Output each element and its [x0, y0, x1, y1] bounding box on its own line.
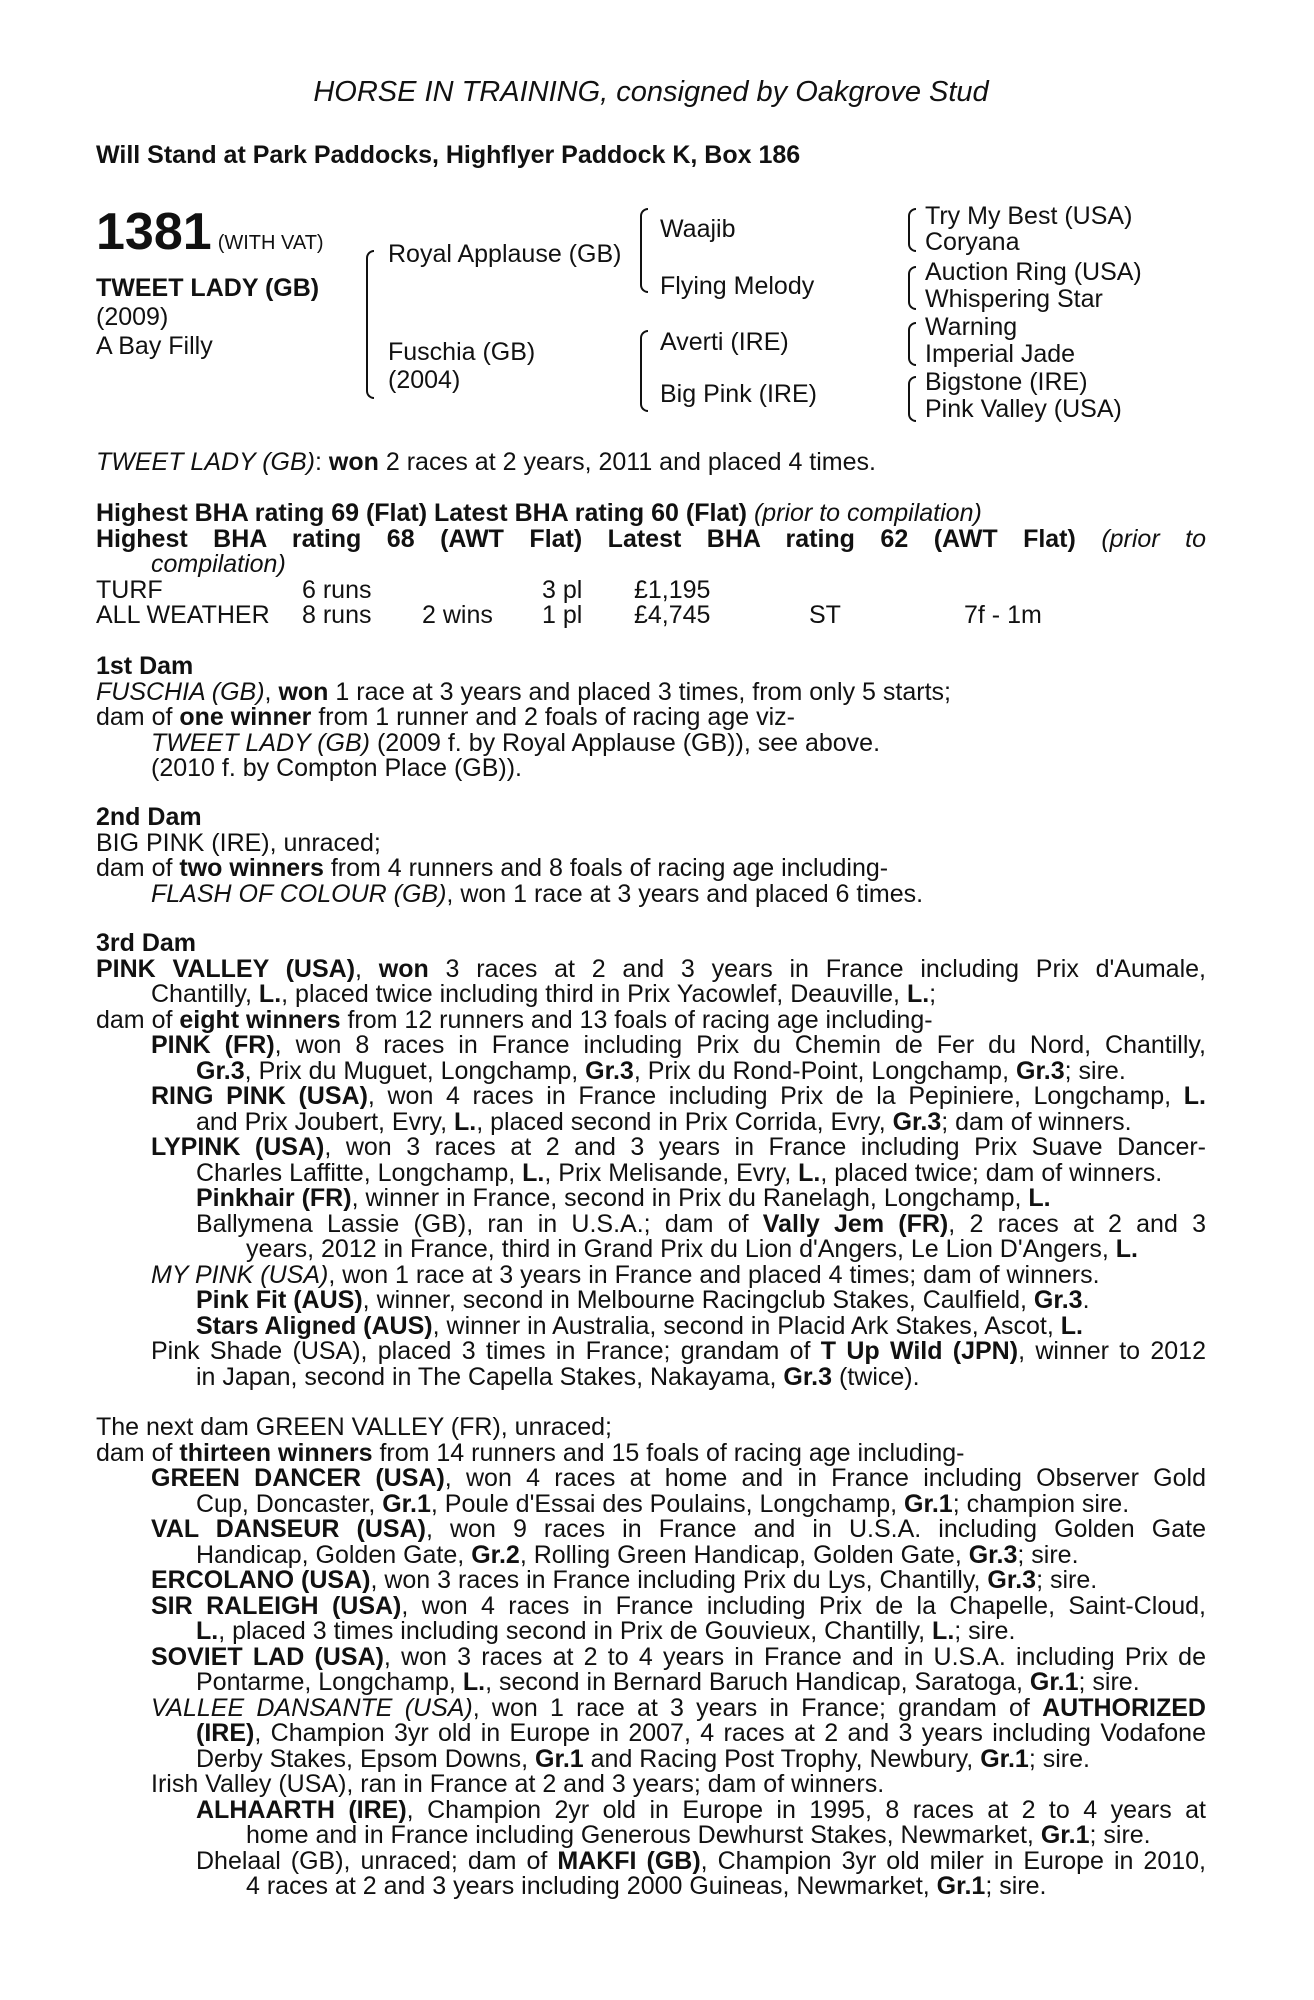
text-line: Handicap, Golden Gate, Gr.2, Rolling Green Handicap, Golden Gate, Gr.3; sire.: [196, 1540, 1079, 1569]
text-line: Pontarme, Longchamp, L., second in Bernard Baruch Handicap, Saratoga, Gr.1; sire.: [196, 1668, 1140, 1696]
text-grades-g1: Gr.1: [535, 1744, 584, 1773]
text-nextdam-vd-r1: won 9 races in France and in U.S.A. including Golden Gate: [449, 1515, 1206, 1543]
text-nextdam-sr-r2: placed 3 times including second in Prix de Gouvieux, Chantilly,: [232, 1617, 926, 1645]
text-dam3-pink-r2: Prix du Muguet, Longchamp,: [258, 1056, 579, 1085]
text-line: Dhelaal (GB), unraced; dam of MAKFI (GB), Champion 3yr old miler in Europe in 2010,: [196, 1846, 1206, 1875]
text-record-0-going: [809, 578, 964, 604]
text-dam3-pv-dam-a: dam of: [96, 1005, 173, 1034]
third-dam: [96, 931, 1206, 1390]
text-record-1-placed: 1 pl: [542, 601, 583, 629]
text-line: [96, 1438, 1206, 1467]
pedigree-sire: Royal Applause (GB): [388, 240, 622, 268]
text-nextdam-mk-r1: Champion 3yr old miler in Europe in 2010,: [717, 1846, 1206, 1875]
text-line: MY PINK (USA), won 1 race at 3 years in France and placed 4 times; dam of winners.: [151, 1260, 1100, 1289]
text-grades-l: L.: [453, 1107, 477, 1136]
text-record-0-runs: 6 runs: [302, 575, 372, 604]
text-line: FUSCHIA (GB), won 1 race at 3 years and placed 3 times, from only 5 starts;: [96, 677, 951, 706]
text-nextdam-sl-r4: ; sire.: [1078, 1668, 1140, 1696]
text-nextdam-sr-r3: ; sire.: [954, 1617, 1016, 1645]
text-record-0-placed: 3 pl: [542, 575, 583, 604]
stand-location: Will Stand at Park Paddocks, Highflyer Paddock K, Box 186: [96, 141, 801, 169]
text-dam3-ring-r3: placed second in Prix Corrida, Evry,: [490, 1107, 886, 1136]
text-nextdam-al-name: ALHAARTH (IRE): [196, 1795, 407, 1824]
text-line: ALHAARTH (IRE), Champion 2yr old in Europe in 1995, 8 races at 2 to 4 years at: [196, 1795, 1207, 1824]
text-dam3-pink-r4: ; sire.: [1064, 1056, 1126, 1085]
pedigree-dss: Warning: [925, 313, 1018, 341]
text-line: Charles Laffitte, Longchamp, L., Prix Melisande, Evry, L., placed twice; dam of winners.: [196, 1158, 1163, 1187]
text-dam1-l3-rest: (2009 f. by Royal Applause (GB)), see above.: [376, 728, 881, 757]
text-dam3-pf-r1: winner, second in Melbourne Racingclub Stakes, Caulfield,: [376, 1286, 1027, 1314]
text-dam3-ph-name: Pinkhair (FR): [196, 1184, 352, 1212]
text-record-1-runs: 8 runs: [302, 601, 372, 629]
second-dam: [96, 805, 1206, 907]
text-record-1-going: ST: [809, 601, 841, 629]
text-dam1-l2-a: dam of: [96, 703, 173, 731]
text-grades-g3: Gr.3: [196, 1056, 245, 1085]
text-summary-won: won: [328, 448, 379, 476]
text-dam3-pink-r3: Prix du Rond-Point, Longchamp,: [647, 1056, 1010, 1085]
text-dam3-sa-r1: winner in Australia, second in Placid Ark Stakes, Ascot,: [446, 1311, 1054, 1340]
bha-ratings: [96, 501, 1206, 629]
horse-info: [96, 274, 319, 361]
text-summary-name: TWEET LADY (GB): [96, 448, 316, 476]
horse-year: (2009): [96, 303, 169, 331]
text-nextdam-gd-name: GREEN DANCER (USA): [151, 1464, 445, 1492]
text-line: PINK VALLEY (USA), won 3 races at 2 and 3 years in France including Prix d'Aumale,: [96, 954, 1206, 983]
text-dam3-pv-name: PINK VALLEY (USA): [96, 954, 356, 983]
text-grades-l: L.: [522, 1158, 545, 1187]
text-nextdam-er-r2: ; sire.: [1036, 1566, 1098, 1594]
text-dam3-pv-won: won: [378, 954, 429, 983]
page-title: HORSE IN TRAINING, consigned by Oakgrove Stud: [313, 76, 989, 108]
text-line: and Prix Joubert, Evry, L., placed second in Prix Corrida, Evry, Gr.3; dam of winners.: [196, 1107, 1132, 1136]
text-dam2-l2-b: two winners: [179, 854, 324, 882]
text-nextdam-gd-r2: Cup, Doncaster,: [196, 1489, 376, 1518]
text-line: ERCOLANO (USA), won 3 races in France including Prix du Lys, Chantilly, Gr.3; sire.: [151, 1566, 1098, 1594]
text-summary-rest: 2 races at 2 years, 2011 and placed 4 times.: [385, 448, 876, 476]
text-dam3-ring-r2: and Prix Joubert, Evry,: [196, 1107, 448, 1136]
text-nextdam-l2-a: dam of: [96, 1438, 173, 1467]
pedigree-ssd: Coryana: [925, 228, 1020, 256]
next-dam: [96, 1415, 1206, 1900]
text-nextdam-er-name: ERCOLANO (USA): [151, 1566, 371, 1594]
pedigree-brace: [908, 208, 916, 252]
text-nextdam-au-r3: and Racing Post Trophy, Newbury,: [590, 1744, 974, 1773]
text-dam1-l3-name: TWEET LADY (GB): [151, 728, 371, 757]
pedigree-brace: [366, 250, 374, 399]
text-nextdam-vl-r1: won 1 race at 3 years in France; grandam of: [491, 1693, 1030, 1722]
text-dam1-l1-name: FUSCHIA (GB): [96, 677, 265, 706]
text-nextdam-vd-name: VAL DANSEUR (USA): [151, 1515, 426, 1543]
text-nextdam-al-r3: ; sire.: [1089, 1821, 1151, 1849]
text-line: (IRE), Champion 3yr old in Europe in 2007, 4 races at 2 and 3 years including Vodafone: [196, 1719, 1206, 1747]
text-grades-g1: Gr.1: [904, 1489, 953, 1518]
text-grades-g2: Gr.2: [471, 1540, 520, 1569]
text-dam3-bl-name: Vally Jem (FR): [762, 1209, 949, 1238]
pedigree-ss: Waajib: [660, 215, 736, 243]
text-dam3-pf-name: Pink Fit (AUS): [196, 1286, 363, 1314]
text-dam3-pink-r1: won 8 races in France including Prix du Chemin de Fer du Nord, Chantilly,: [295, 1031, 1206, 1059]
text-nextdam-l1: The next dam GREEN VALLEY (FR), unraced;: [96, 1413, 612, 1441]
text-grades-g1: Gr.1: [980, 1744, 1029, 1773]
text-nextdam-mk-r2: 4 races at 2 and 3 years including 2000 Guineas, Newmarket,: [246, 1872, 930, 1900]
text-dam3-bl-r2: 2 races at 2 and 3: [969, 1209, 1206, 1238]
text-grades-l: L.: [1028, 1184, 1051, 1212]
text-grades-g3: Gr.3: [1016, 1056, 1065, 1085]
text-dam3-mp-r1: won 1 race at 3 years in France and placed 4 times; dam of winners.: [342, 1260, 1100, 1289]
record-row-allweather: [96, 603, 1206, 629]
pedigree-sds: Auction Ring (USA): [925, 258, 1142, 286]
vat-note: (WITH VAT): [217, 232, 324, 254]
text-record-0-surface: TURF: [96, 575, 163, 604]
text-dam3-mp-name: MY PINK (USA): [151, 1260, 329, 1289]
text-nextdam-au-r4: ; sire.: [1028, 1744, 1090, 1773]
text-nextdam-vd-r4: ; sire.: [1017, 1540, 1079, 1569]
text-record-1-wins: 2 wins: [422, 601, 493, 629]
text-dam1-l1-won: won: [278, 677, 329, 706]
text-grades-g1: Gr.1: [1040, 1821, 1090, 1849]
text-nextdam-sr-name: SIR RALEIGH (USA): [151, 1591, 402, 1620]
text-grades-g3: Gr.3: [892, 1107, 942, 1136]
text-line: VALLEE DANSANTE (USA), won 1 race at 3 years in France; grandam of AUTHORIZED: [151, 1693, 1206, 1722]
text-nextdam-au-name2: (IRE): [196, 1719, 255, 1747]
text-dam3-ly-r1: won 3 races at 2 and 3 years in France including Prix Suave Dancer-: [345, 1133, 1206, 1161]
pedigree-brace: [908, 266, 916, 310]
text-dam2-l2-a: dam of: [96, 854, 173, 882]
record-row-turf: [96, 575, 1206, 604]
text-grades-l: L.: [932, 1617, 955, 1645]
text-nextdam-mk-r3: ; sire.: [985, 1872, 1047, 1900]
lot-number-value: 1381: [96, 203, 212, 261]
text-line: Pink Shade (USA), placed 3 times in France; grandam of T Up Wild (JPN), winner to 2012: [151, 1337, 1206, 1365]
text-line: FLASH OF COLOUR (GB), won 1 race at 3 years and placed 6 times.: [151, 879, 924, 908]
text-record-1-surface: ALL WEATHER: [96, 601, 270, 629]
text-nextdam-au-r2: Derby Stakes, Epsom Downs,: [196, 1744, 529, 1773]
text-nextdam-l2-b: thirteen winners: [179, 1438, 373, 1467]
text-record-1-dist: 7f - 1m: [964, 601, 1042, 629]
pedigree-dd: Big Pink (IRE): [660, 380, 817, 408]
text-record-1-prize: £4,745: [634, 601, 711, 629]
pedigree-brace: [640, 330, 648, 412]
text-dam3-pv-dam-c: from 12 runners and 13 foals of racing age including-: [347, 1005, 933, 1034]
text-nextdam-sl-r1: won 3 races at 2 to 4 years in France and in U.S.A. including Prix de: [401, 1642, 1206, 1671]
pedigree-dds: Bigstone (IRE): [925, 368, 1088, 396]
text-line: Chantilly, L., placed twice including third in Prix Yacowlef, Deauville, L.;: [151, 980, 937, 1008]
text-line: Ballymena Lassie (GB), ran in U.S.A.; dam of Vally Jem (FR), 2 races at 2 and 3: [196, 1209, 1206, 1238]
text-nextdam-au-r1: Champion 3yr old in Europe in 2007, 4 races at 2 and 3 years including Vodafone: [270, 1719, 1206, 1747]
text-grades-l: L.: [258, 980, 282, 1008]
pedigree-brace: [908, 322, 916, 366]
text-dam3-pv-dam-b: eight winners: [179, 1005, 341, 1034]
text-dam3-ph-r1: winner in France, second in Prix du Ranelagh, Longchamp,: [365, 1184, 1022, 1212]
text-dam3-ps-r1: Pink Shade (USA), placed 3 times in France; grandam of: [151, 1337, 811, 1365]
horse-name: TWEET LADY (GB): [96, 274, 320, 302]
text-ratings-line2-ital: (prior to: [1101, 524, 1206, 553]
text-dam3-pv-r1: 3 races at 2 and 3 years in France including Prix d'Aumale,: [445, 954, 1206, 983]
text-dam3-pv-r2: Chantilly,: [151, 980, 252, 1008]
text-dam1-l2-b: one winner: [179, 703, 312, 731]
pedigree-ds: Averti (IRE): [660, 328, 789, 356]
text-nextdam-gd-r3: Poule d'Essai des Poulains, Longchamp,: [444, 1489, 898, 1518]
text-line: Gr.3, Prix du Muguet, Longchamp, Gr.3, Prix du Rond-Point, Longchamp, Gr.3; sire.: [196, 1056, 1126, 1085]
text-line: PINK (FR), won 8 races in France including Prix du Chemin de Fer du Nord, Chantilly,: [151, 1031, 1206, 1059]
text-nextdam-mk-name: MAKFI (GB): [557, 1846, 701, 1875]
text-grades-g1: Gr.1: [936, 1872, 986, 1900]
text-ratings-line1-ital: (prior to compilation): [753, 499, 982, 527]
text-grades-g3: Gr.3: [968, 1540, 1018, 1569]
text-line: [96, 1237, 1206, 1263]
text-dam3-ps-name: T Up Wild (JPN): [820, 1337, 1019, 1365]
text-line: GREEN DANCER (USA), won 4 races at home and in France including Observer Gold: [151, 1464, 1206, 1492]
text-dam3-bl-r1: Ballymena Lassie (GB), ran in U.S.A.; dam of: [196, 1209, 749, 1238]
text-line: Pink Fit (AUS), winner, second in Melbourne Racingclub Stakes, Caulfield, Gr.3.: [196, 1286, 1090, 1314]
text-line: [96, 1744, 1206, 1773]
text-record-0-prize: £1,195: [634, 575, 711, 604]
text-dam3-bl-r3: years, 2012 in France, third in Grand Prix du Lion d'Angers, Le Lion D'Angers,: [246, 1235, 1109, 1263]
text-line: [96, 856, 1206, 882]
text-dam2-l2-c: from 4 runners and 8 foals of racing age including-: [330, 854, 889, 882]
text-nextdam-er-r1: won 3 races in France including Prix du Lys, Chantilly,: [384, 1566, 981, 1594]
text-line: [96, 1362, 1206, 1391]
second-dam-heading: 2nd Dam: [96, 803, 202, 831]
text-grades-g3: Gr.3: [783, 1362, 833, 1391]
text-dam1-l4: (2010 f. by Compton Place (GB)).: [151, 754, 522, 782]
text-line: Stars Aligned (AUS), winner in Australia, second in Placid Ark Stakes, Ascot, L.: [196, 1311, 1083, 1340]
text-dam3-ps-r3: in Japan, second in The Capella Stakes, Nakayama,: [196, 1362, 777, 1391]
text-line: RING PINK (USA), won 4 races in France including Prix de la Pepiniere, Longchamp, L.: [151, 1082, 1206, 1110]
text-nextdam-gd-r4: ; champion sire.: [952, 1489, 1130, 1518]
text-grades-l: L.: [1183, 1082, 1206, 1110]
text-ratings-line2-bold: Highest BHA rating 68 (AWT Flat) Latest BHA rating 62 (AWT Flat): [96, 524, 1076, 553]
pedigree-dam-year: (2004): [388, 366, 461, 394]
first-dam: [96, 654, 1206, 782]
text-grades-l: L.: [196, 1617, 219, 1645]
text-nextdam-al-r1: Champion 2yr old in Europe in 1995, 8 races at 2 to 4 years at: [427, 1795, 1207, 1824]
text-line: L., placed 3 times including second in Prix de Gouvieux, Chantilly, L.; sire.: [196, 1617, 1016, 1645]
text-nextdam-sl-name: SOVIET LAD (USA): [151, 1642, 384, 1671]
text-nextdam-vl-name: VALLEE DANSANTE (USA): [151, 1693, 473, 1722]
text-nextdam-l2-c: from 14 runners and 15 foals of racing age including-: [379, 1438, 965, 1467]
text-dam3-ly-name: LYPINK (USA): [151, 1133, 325, 1161]
text-nextdam-sr-r1: won 4 races in France including Prix de la Chapelle, Saint-Cloud,: [421, 1591, 1206, 1620]
text-dam2-l3-rest: won 1 race at 3 years and placed 6 times.: [460, 879, 924, 908]
pedigree-dam: Fuschia (GB): [388, 338, 536, 366]
text-nextdam-gd-r1: won 4 races at home and in France including Observer Gold: [465, 1464, 1206, 1492]
text-dam3-pink-name: PINK (FR): [151, 1031, 275, 1059]
text-grades-g1: Gr.1: [382, 1489, 431, 1518]
text-nextdam-sl-r3: second in Bernard Baruch Handicap, Saratoga,: [498, 1668, 1023, 1696]
horse-description: A Bay Filly: [96, 332, 213, 360]
text-nextdam-sl-r2: Pontarme, Longchamp,: [196, 1668, 456, 1696]
pedigree-ddd: Pink Valley (USA): [925, 395, 1122, 423]
text-dam3-ring-r4: ; dam of winners.: [941, 1107, 1132, 1136]
text-line: VAL DANSEUR (USA), won 9 races in France and in U.S.A. including Golden Gate: [151, 1515, 1206, 1543]
text-line: [96, 524, 1206, 553]
text-nextdam-vd-r2: Handicap, Golden Gate,: [196, 1540, 465, 1569]
text-dam2-l1: BIG PINK (IRE), unraced;: [96, 828, 381, 857]
text-nextdam-dh-r1: Dhelaal (GB), unraced; dam of: [196, 1846, 548, 1875]
text-line: [96, 1005, 1206, 1034]
text-nextdam-al-r2: home and in France including Generous Dewhurst Stakes, Newmarket,: [246, 1821, 1034, 1849]
text-record-0-wins: [422, 578, 542, 604]
text-line: [96, 705, 1206, 731]
text-grades-g3: Gr.3: [1033, 1286, 1083, 1314]
text-line: [96, 1823, 1206, 1849]
lot-number: [96, 203, 324, 261]
text-nextdam-iv-r1: Irish Valley (USA), ran in France at 2 and 3 years; dam of winners.: [151, 1770, 885, 1798]
pedigree-brace: [908, 376, 916, 422]
text-line: [96, 501, 1206, 527]
pedigree-sd: Flying Melody: [660, 272, 815, 300]
text-dam3-ly-r3: Prix Melisande, Evry,: [558, 1158, 792, 1187]
pedigree-dsd: Imperial Jade: [925, 340, 1076, 368]
text-dam3-sa-name: Stars Aligned (AUS): [196, 1311, 433, 1340]
text-grades-g3: Gr.3: [585, 1056, 634, 1085]
text-line: LYPINK (USA), won 3 races at 2 and 3 years in France including Prix Suave Dancer-: [151, 1133, 1206, 1161]
text-grades-l: L.: [798, 1158, 821, 1187]
text-dam1-l2-c: from 1 runner and 2 foals of racing age viz-: [318, 703, 795, 731]
text-dam1-l1-rest: 1 race at 3 years and placed 3 times, from only 5 starts;: [335, 677, 951, 706]
text-grades-l: L.: [1115, 1235, 1138, 1263]
text-line: SOVIET LAD (USA), won 3 races at 2 to 4 years in France and in U.S.A. including Prix de: [151, 1642, 1206, 1671]
third-dam-heading: 3rd Dam: [96, 929, 197, 957]
text-ratings-line1-bold: Highest BHA rating 69 (Flat) Latest BHA rating 60 (Flat): [96, 499, 747, 527]
text-nextdam-vd-r3: Rolling Green Handicap, Golden Gate,: [533, 1540, 962, 1569]
pedigree-brace: [640, 208, 648, 293]
text-dam2-l3-name: FLASH OF COLOUR (GB): [151, 879, 447, 908]
text-dam3-ly-r4: placed twice; dam of winners.: [834, 1158, 1163, 1187]
text-grades-g3: Gr.3: [987, 1566, 1037, 1594]
first-dam-heading: 1st Dam: [96, 652, 194, 680]
text-dam3-ring-r1: won 4 races in France including Prix de la Pepiniere, Longchamp,: [387, 1082, 1172, 1110]
race-summary: TWEET LADY (GB): won 2 races at 2 years, 2011 and placed 4 times.: [96, 448, 876, 476]
text-line: [96, 728, 1206, 757]
text-nextdam-au-name1: AUTHORIZED: [1042, 1693, 1206, 1722]
text-dam3-pv-r3: placed twice including third in Prix Yacowlef, Deauville,: [295, 980, 900, 1008]
text-ratings-line3-ital: compilation): [151, 550, 286, 578]
text-dam3-ly-r2: Charles Laffitte, Longchamp,: [196, 1158, 516, 1187]
text-dam3-ps-r4: (twice).: [839, 1362, 920, 1391]
pedigree-sdd: Whispering Star: [925, 285, 1103, 313]
text-line: Pinkhair (FR), winner in France, second in Prix du Ranelagh, Longchamp, L.: [196, 1184, 1051, 1212]
text-line: Cup, Doncaster, Gr.1, Poule d'Essai des Poulains, Longchamp, Gr.1; champion sire.: [196, 1489, 1130, 1518]
text-grades-l: L.: [462, 1668, 486, 1696]
text-line: [96, 1874, 1206, 1900]
text-grades-l: L.: [1060, 1311, 1083, 1340]
text-line: SIR RALEIGH (USA), won 4 races in France including Prix de la Chapelle, Saint-Cloud,: [151, 1591, 1206, 1620]
text-grades-l: L.: [906, 980, 930, 1008]
text-grades-g1: Gr.1: [1029, 1668, 1079, 1696]
text-dam3-ps-r2: winner to 2012: [1035, 1337, 1206, 1365]
text-dam3-ring-name: RING PINK (USA): [151, 1082, 368, 1110]
pedigree-sss: Try My Best (USA): [925, 202, 1133, 230]
